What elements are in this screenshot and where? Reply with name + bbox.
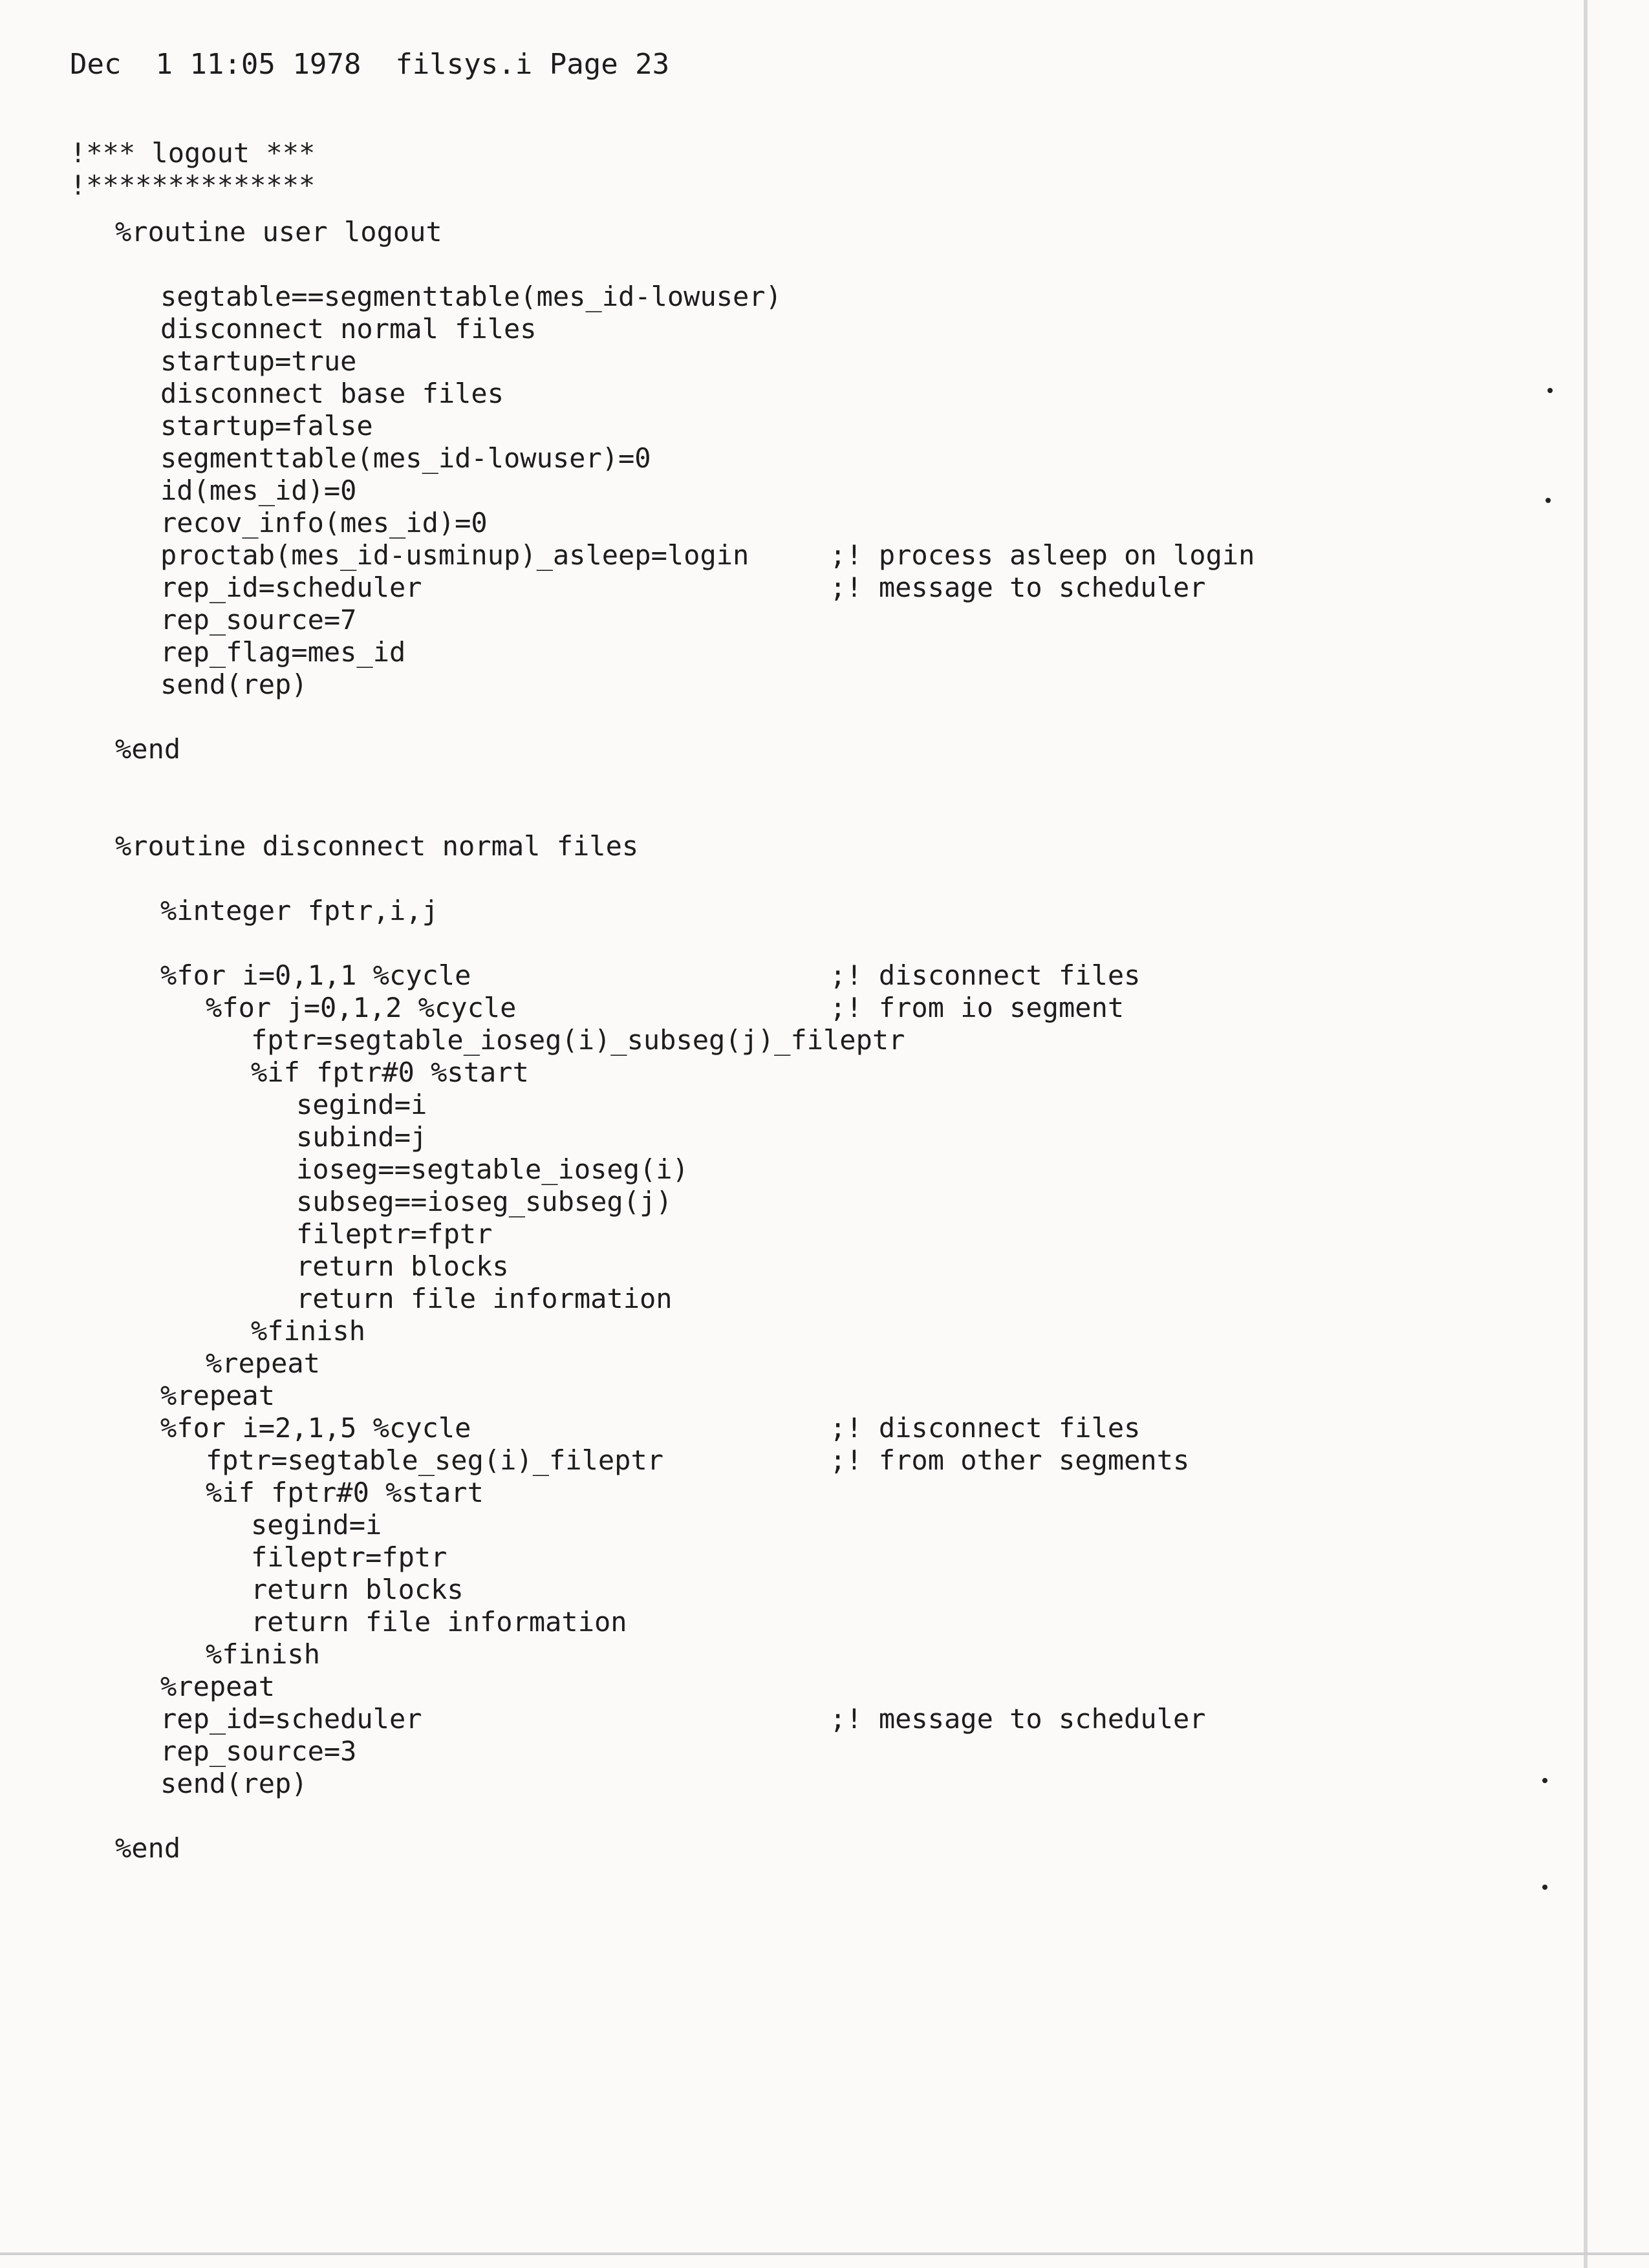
code-statement: id(mes_id)=0	[160, 475, 357, 506]
blank-line	[70, 202, 1428, 216]
code-line	[70, 442, 1428, 475]
code-line	[70, 636, 1428, 669]
code-line	[70, 604, 1428, 636]
code-line	[70, 345, 1428, 378]
code-line	[70, 281, 1428, 313]
code-statement: rep_id=scheduler	[160, 572, 422, 603]
page-header: Dec 1 11:05 1978 filsys.i Page 23	[70, 48, 670, 81]
code-statement: segmenttable(mes_id-lowuser)=0	[160, 442, 651, 474]
code-statement: %end	[115, 1832, 181, 1864]
code-line	[70, 959, 1428, 992]
code-line	[70, 1347, 1428, 1380]
code-statement: startup=false	[160, 410, 373, 442]
code-statement: rep_id=scheduler	[160, 1703, 422, 1735]
scan-speck	[1547, 388, 1553, 393]
code-line	[70, 1606, 1428, 1638]
code-statement: subseg==ioseg_subseg(j)	[296, 1186, 673, 1217]
code-comment: ;! disconnect files	[830, 1412, 1141, 1444]
code-line	[70, 1121, 1428, 1153]
code-statement: return file information	[296, 1283, 673, 1314]
code-line	[70, 1477, 1428, 1509]
code-line	[70, 313, 1428, 345]
code-line	[70, 1056, 1428, 1089]
code-line	[70, 830, 1428, 862]
code-statement: ioseg==segtable_ioseg(i)	[296, 1153, 689, 1185]
code-statement: %for j=0,1,2 %cycle	[206, 992, 517, 1023]
code-line	[70, 410, 1428, 442]
blank-line	[70, 248, 1428, 281]
code-line	[70, 1024, 1428, 1056]
code-line	[70, 1768, 1428, 1800]
code-statement: %finish	[251, 1315, 366, 1347]
blank-line	[70, 862, 1428, 895]
code-line	[70, 895, 1428, 927]
code-line	[70, 1832, 1428, 1865]
code-line	[70, 1380, 1428, 1412]
code-line	[70, 1186, 1428, 1218]
code-statement: disconnect base files	[160, 378, 504, 409]
scan-speck	[1546, 498, 1551, 503]
code-statement: %routine disconnect normal files	[115, 830, 639, 862]
code-comment: ;! message to scheduler	[830, 572, 1206, 603]
code-statement: %if fptr#0 %start	[206, 1477, 484, 1508]
code-statement: %repeat	[160, 1671, 275, 1702]
code-line	[70, 1703, 1428, 1735]
code-line	[70, 1541, 1428, 1574]
code-statement: segind=i	[251, 1509, 382, 1541]
code-statement: recov_info(mes_id)=0	[160, 507, 488, 539]
section-rule-line	[70, 169, 1428, 202]
code-statement: startup=true	[160, 345, 357, 377]
code-line	[70, 1089, 1428, 1121]
blank-line	[70, 798, 1428, 830]
code-statement: disconnect normal files	[160, 313, 537, 345]
code-statement: proctab(mes_id-usminup)_asleep=login	[160, 539, 749, 571]
code-statement: fptr=segtable_seg(i)_fileptr	[206, 1444, 664, 1476]
code-line	[70, 1444, 1428, 1477]
code-statement: return file information	[251, 1606, 627, 1638]
source-listing	[70, 137, 1428, 1865]
code-line	[70, 1315, 1428, 1347]
code-statement: fileptr=fptr	[296, 1218, 493, 1250]
code-comment: ;! process asleep on login	[830, 539, 1255, 571]
code-line	[70, 1735, 1428, 1768]
section-title: !*** logout ***	[70, 137, 316, 169]
scan-speck	[1542, 1885, 1547, 1890]
code-statement: subind=j	[296, 1121, 427, 1153]
code-line	[70, 1250, 1428, 1283]
code-line	[70, 1283, 1428, 1315]
page-right-edge	[1584, 0, 1588, 2268]
code-comment: ;! message to scheduler	[830, 1703, 1206, 1735]
code-statement: %if fptr#0 %start	[251, 1056, 529, 1088]
section-title-line	[70, 137, 1428, 169]
section-rule: !**************	[70, 169, 316, 201]
code-comment: ;! disconnect files	[830, 959, 1141, 991]
code-statement: %integer fptr,i,j	[160, 895, 438, 926]
code-statement: %routine user logout	[115, 216, 442, 248]
code-statement: send(rep)	[160, 669, 308, 700]
code-line	[70, 1638, 1428, 1671]
code-statement: return blocks	[296, 1250, 509, 1282]
code-statement: segtable==segmenttable(mes_id-lowuser)	[160, 281, 782, 312]
code-comment: ;! from other segments	[830, 1444, 1190, 1476]
code-statement: %for i=0,1,1 %cycle	[160, 959, 471, 991]
code-statement: %repeat	[160, 1380, 275, 1411]
code-line	[70, 572, 1428, 604]
code-line	[70, 378, 1428, 410]
code-statement: send(rep)	[160, 1768, 308, 1799]
code-line	[70, 992, 1428, 1024]
code-line	[70, 1153, 1428, 1186]
code-line	[70, 1218, 1428, 1250]
code-statement: return blocks	[251, 1574, 464, 1605]
code-statement: %end	[115, 733, 181, 765]
blank-line	[70, 927, 1428, 959]
code-line	[70, 475, 1428, 507]
code-line	[70, 1509, 1428, 1541]
code-line	[70, 507, 1428, 539]
code-statement: %repeat	[206, 1347, 321, 1379]
code-statement: rep_source=7	[160, 604, 357, 636]
code-statement: rep_flag=mes_id	[160, 636, 406, 668]
page-bottom-edge	[0, 2252, 1649, 2255]
scan-speck	[1542, 1778, 1547, 1783]
blank-line	[70, 1800, 1428, 1832]
code-line	[70, 216, 1428, 248]
code-statement: fptr=segtable_ioseg(i)_subseg(j)_fileptr	[251, 1024, 905, 1056]
code-line	[70, 1671, 1428, 1703]
code-line	[70, 733, 1428, 765]
code-statement: rep_source=3	[160, 1735, 357, 1767]
code-statement: %finish	[206, 1638, 321, 1670]
code-line	[70, 669, 1428, 701]
code-statement: %for i=2,1,5 %cycle	[160, 1412, 471, 1444]
code-line	[70, 1574, 1428, 1606]
code-statement: segind=i	[296, 1089, 427, 1120]
code-statement: fileptr=fptr	[251, 1541, 447, 1573]
blank-line	[70, 701, 1428, 733]
blank-line	[70, 765, 1428, 798]
code-line	[70, 1412, 1428, 1444]
code-comment: ;! from io segment	[830, 992, 1125, 1023]
code-line	[70, 539, 1428, 572]
